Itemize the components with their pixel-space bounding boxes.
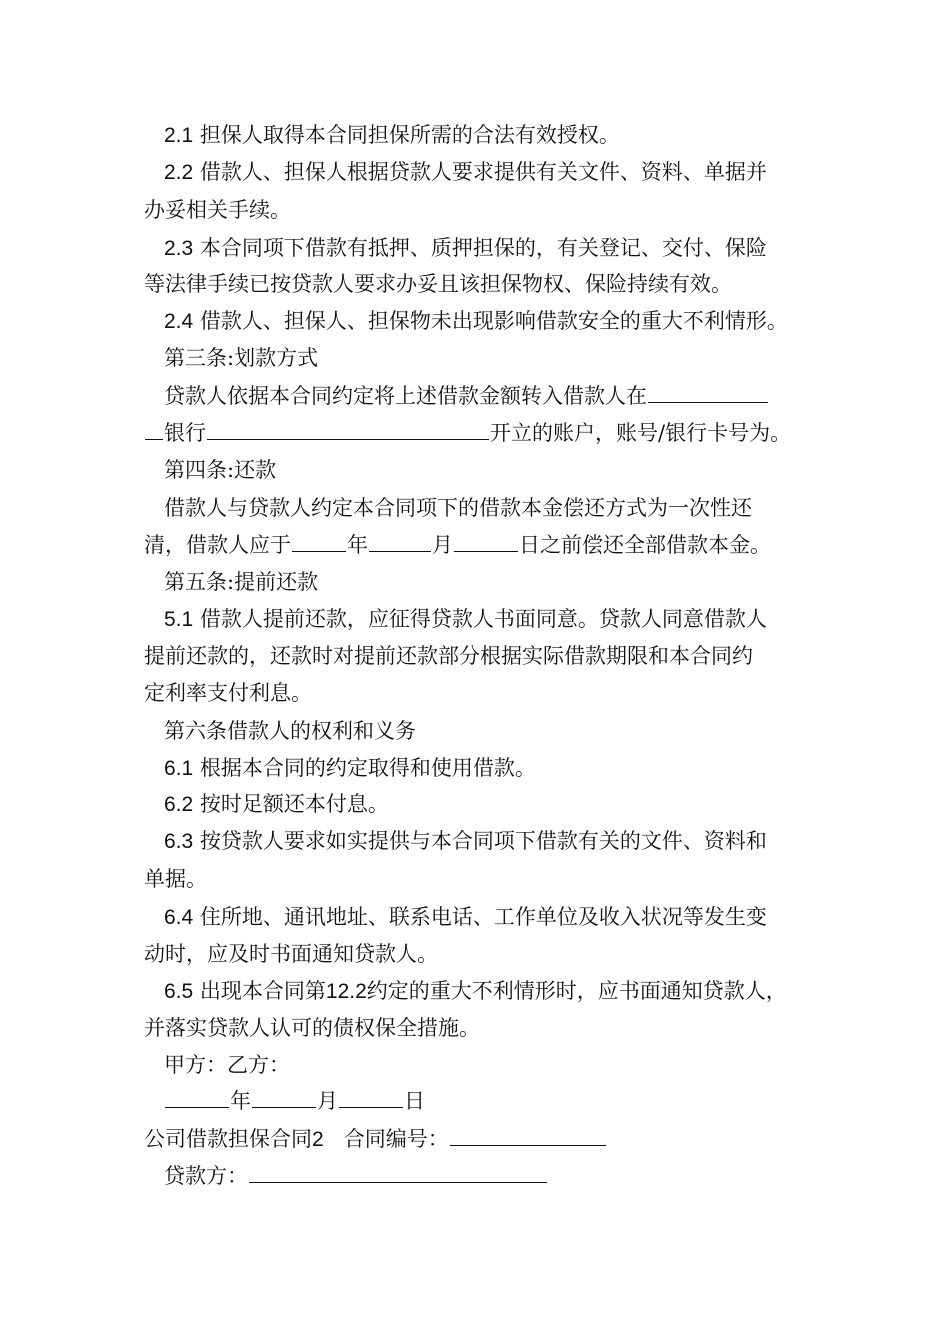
article-3-text-cont: 银行 开立的账户，账号/银行卡号为。: [144, 418, 814, 448]
clause-6-5: 6.5 出现本合同第12.2约定的重大不利情形时，应书面通知贷款人，: [164, 979, 787, 1003]
clause-5-1-cont-2: 定利率支付利息。: [144, 681, 312, 705]
clause-2-3-cont: 等法律手续已按贷款人要求办妥且该担保物权、保险持续有效。: [144, 272, 732, 296]
clause-5-1-cont-1: 提前还款的，还款时对提前还款部分根据实际借款期限和本合同约: [144, 644, 753, 668]
clause-6-3: 6.3 按贷款人要求如实提供与本合同项下借款有关的文件、资料和: [164, 829, 767, 853]
bank-name-blank[interactable]: [648, 381, 768, 403]
clause-6-4: 6.4 住所地、通讯地址、联系电话、工作单位及收入状况等发生变: [164, 905, 767, 929]
contract-2-title: 公司借款担保合同2 合同编号：: [144, 1124, 814, 1154]
lender-blank[interactable]: [249, 1161, 547, 1183]
sign-month-blank[interactable]: [252, 1086, 316, 1108]
article-4-text-cont: 清，借款人应于 年 月 日之前偿还全部借款本金。: [144, 530, 814, 560]
clause-5-1: 5.1 借款人提前还款，应征得贷款人书面同意。贷款人同意借款人: [164, 607, 767, 631]
lender-line: 贷款方：: [164, 1161, 834, 1191]
clause-2-2: 2.2 借款人、担保人根据贷款人要求提供有关文件、资料、单据并: [164, 160, 767, 184]
clause-2-3: 2.3 本合同项下借款有抵押、质押担保的，有关登记、交付、保险: [164, 236, 767, 260]
article-6-heading: 第六条借款人的权利和义务: [164, 719, 416, 743]
signature-date-line: 年 月 日: [164, 1086, 834, 1116]
bank-name-blank-cont[interactable]: [145, 418, 163, 440]
article-3-heading: 第三条:划款方式: [164, 346, 319, 370]
clause-6-2: 6.2 按时足额还本付息。: [164, 792, 389, 816]
party-signatures: 甲方：乙方：: [164, 1053, 290, 1077]
article-4-heading: 第四条:还款: [164, 458, 277, 482]
contract-number-blank[interactable]: [450, 1124, 606, 1146]
clause-2-1: 2.1 担保人取得本合同担保所需的合法有效授权。: [164, 123, 620, 147]
clause-6-3-cont: 单据。: [144, 867, 207, 891]
clause-2-4: 2.4 借款人、担保人、担保物未出现影响借款安全的重大不利情形。: [164, 309, 788, 333]
clause-2-2-cont: 办妥相关手续。: [144, 198, 291, 222]
sign-day-blank[interactable]: [339, 1086, 403, 1108]
clause-6-4-cont: 动时，应及时书面通知贷款人。: [144, 942, 438, 966]
article-3-text: 贷款人依据本合同约定将上述借款金额转入借款人在: [164, 381, 834, 411]
repay-day-blank[interactable]: [454, 530, 518, 552]
clause-6-1: 6.1 根据本合同的约定取得和使用借款。: [164, 756, 536, 780]
article-4-text: 借款人与贷款人约定本合同项下的借款本金偿还方式为一次性还: [164, 496, 752, 520]
sign-year-blank[interactable]: [165, 1086, 229, 1108]
article-5-heading: 第五条:提前还款: [164, 570, 319, 594]
repay-month-blank[interactable]: [369, 530, 431, 552]
repay-year-blank[interactable]: [292, 530, 346, 552]
clause-6-5-cont: 并落实贷款人认可的债权保全措施。: [144, 1016, 480, 1040]
branch-blank[interactable]: [207, 418, 489, 440]
